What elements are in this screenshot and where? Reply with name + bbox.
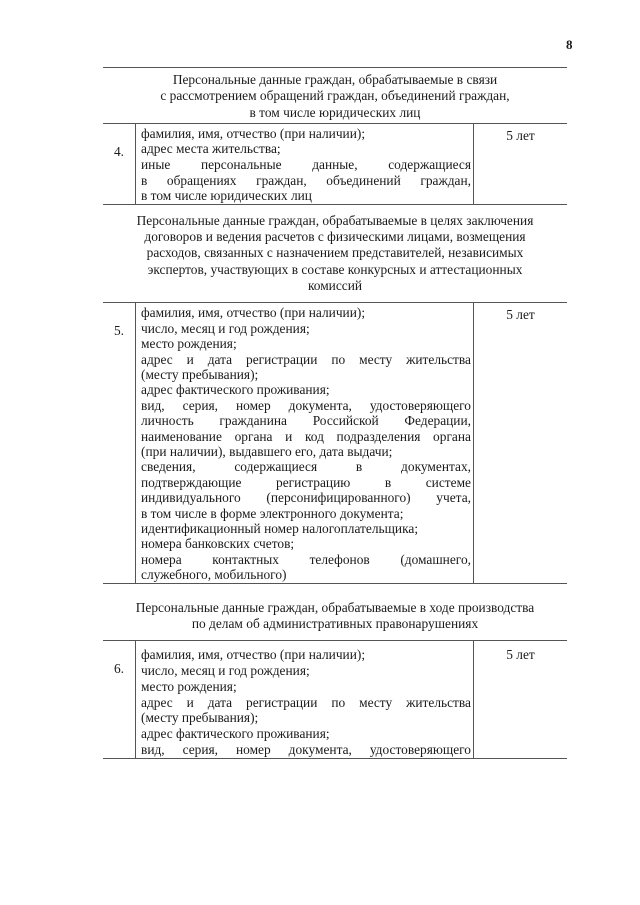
section-heading	[99, 205, 571, 302]
table-row	[103, 640, 567, 759]
heading-line: по делам об административных правонарушениях	[191, 615, 479, 631]
content-line: адрес фактического проживания;	[141, 726, 330, 742]
content-line: фамилия, имя, отчество (при наличии);	[141, 125, 366, 141]
retention-term: 5 лет	[506, 307, 535, 323]
content-line: номера контактных телефонов (домашнего,	[141, 551, 471, 567]
content-line: сведения, содержащиеся в документах,	[141, 459, 471, 475]
row-number: 5.	[103, 303, 136, 582]
content-line: адрес и дата регистрации по месту жительства	[141, 694, 471, 710]
row-content	[136, 303, 474, 582]
heading-line: расходов, связанных с назначением представителей, независимых	[146, 245, 524, 261]
content-line: служебного, мобильного)	[141, 567, 287, 583]
heading-line: Персональные данные граждан, обрабатываемые в целях заключения	[136, 212, 534, 228]
heading-line: комиссий	[307, 278, 363, 294]
row-number: 6.	[103, 641, 136, 758]
heading-line: с рассмотрением обращений граждан, объединений граждан,	[160, 88, 510, 104]
heading-line: экспертов, участвующих в составе конкурсных и аттестационных	[147, 261, 523, 277]
content-line: в том числе юридических лиц	[141, 188, 312, 204]
content-line: (при наличии), выдавшего его, дата выдачи;	[141, 444, 393, 459]
heading-line: в том числе юридических лиц	[249, 104, 421, 120]
section-heading	[103, 67, 567, 123]
content-line: вид, серия, номер документа, удостоверяющего	[141, 397, 471, 413]
content-line: фамилия, имя, отчество (при наличии);	[141, 305, 366, 321]
content-line: личность гражданина Российской Федерации,	[141, 413, 471, 429]
content-line: место рождения;	[141, 336, 237, 352]
content-line: идентификационный номер налогоплательщика;	[141, 521, 419, 537]
content-line: адрес и дата регистрации по месту жительства	[141, 351, 471, 367]
content-line: индивидуального (персонифицированного) учета,	[141, 490, 471, 506]
content-line: адрес фактического проживания;	[141, 382, 330, 398]
row-number: 4.	[103, 124, 136, 204]
page-number: 8	[566, 37, 573, 52]
content-line: подтверждающие регистрацию в системе	[141, 474, 471, 490]
content-line: фамилия, имя, отчество (при наличии);	[141, 647, 366, 663]
row-content	[136, 124, 474, 204]
table-row	[103, 123, 567, 205]
heading-line: договоров и ведения расчетов с физическими лицами, возмещения	[144, 229, 526, 245]
content-line: число, месяц и год рождения;	[141, 663, 310, 679]
content-line: число, месяц и год рождения;	[141, 320, 310, 336]
content-line: наименование органа и код подразделения органа	[141, 428, 471, 444]
heading-line: Персональные данные граждан, обрабатываемые в связи	[172, 72, 498, 87]
content-line: в обращениях граждан, объединений граждан,	[141, 172, 471, 188]
row-content	[136, 641, 474, 758]
heading-line: Персональные данные граждан, обрабатываемые в ходе производства	[135, 599, 535, 615]
content-line: иные персональные данные, содержащиеся	[141, 157, 471, 173]
content-line: адрес места жительства;	[141, 141, 281, 157]
content-line: место рождения;	[141, 678, 237, 694]
retention-term: 5 лет	[506, 647, 535, 663]
content-line: вид, серия, номер документа, удостоверяющего	[141, 742, 471, 758]
retention-term: 5 лет	[506, 127, 535, 143]
content-line: в том числе в форме электронного документа;	[141, 505, 404, 521]
content-line: (месту пребывания);	[141, 366, 259, 382]
data-table	[103, 67, 567, 759]
content-line: (месту пребывания);	[141, 710, 259, 726]
table-row	[103, 302, 567, 583]
section-heading	[99, 584, 571, 641]
content-line: номера банковских счетов;	[141, 536, 295, 552]
